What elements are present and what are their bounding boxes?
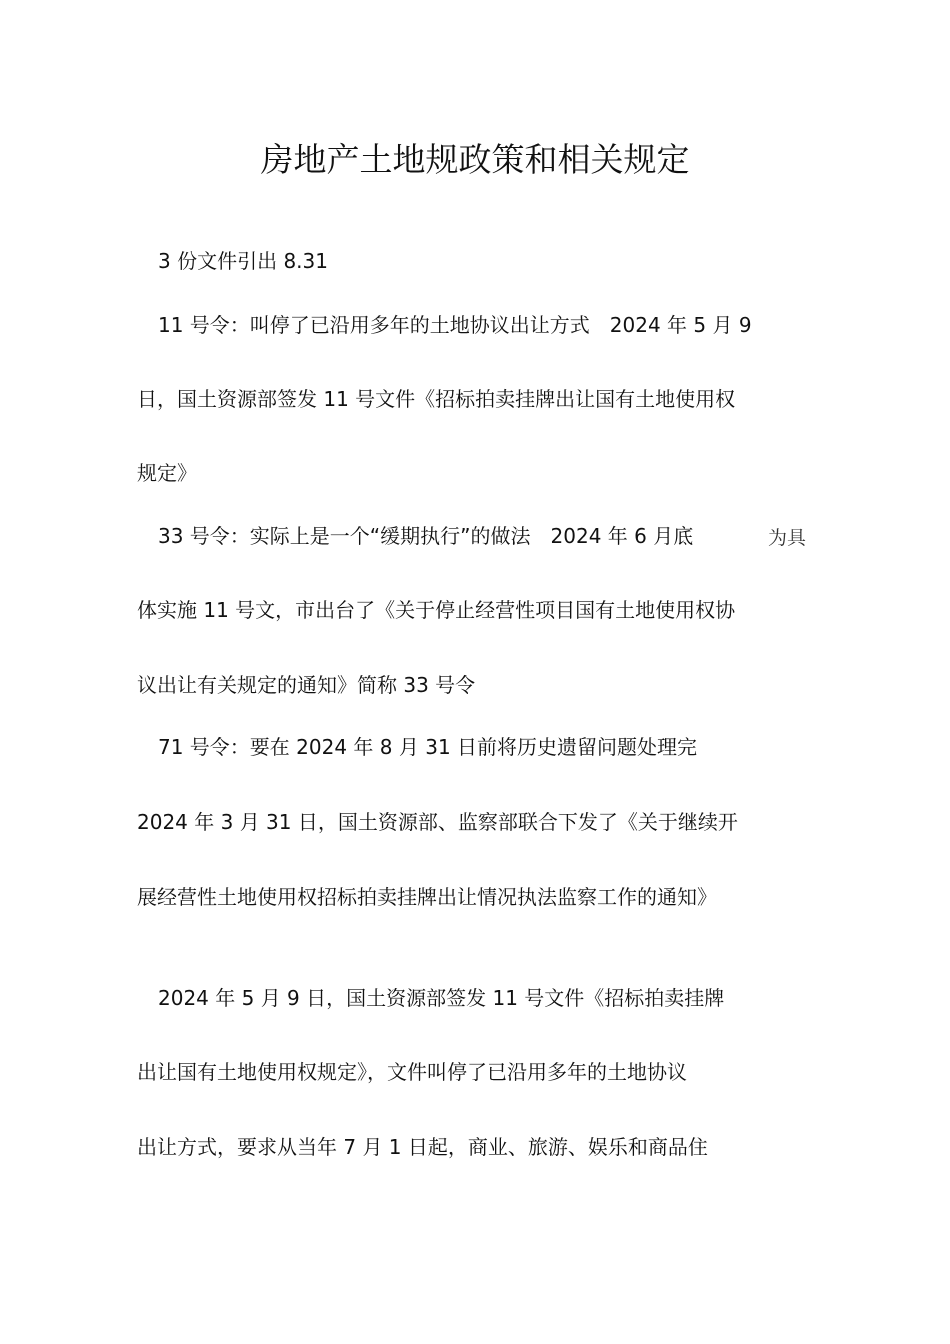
text-line-3: 日，国土资源部签发 11 号文件《招标拍卖挂牌出让国有土地使用权: [137, 387, 736, 411]
text-line-7: 议出让有关规定的通知》简称 33 号令: [137, 673, 476, 697]
text-line-4: 规定》: [137, 461, 197, 485]
text-line-9: 2024 年 3 月 31 日，国土资源部、监察部联合下发了《关于继续开: [137, 810, 738, 834]
text-line-11: 2024 年 5 月 9 日，国土资源部签发 11 号文件《招标拍卖挂牌: [158, 986, 725, 1010]
text-line-10: 展经营性土地使用权招标拍卖挂牌出让情况执法监察工作的通知》: [137, 885, 717, 909]
text-line-5: 33 号令：实际上是一个“缓期执行”的做法 2024 年 6 月底: [158, 524, 694, 548]
text-line-2: 11 号令：叫停了已沿用多年的土地协议出让方式 2024 年 5 月 9: [158, 313, 752, 337]
text-line-12: 出让国有土地使用权规定》，文件叫停了已沿用多年的土地协议: [137, 1060, 687, 1084]
text-line-5-tail: 为具: [768, 527, 807, 549]
document-title: 房地产土地规政策和相关规定: [260, 140, 690, 179]
text-line-1: 3 份文件引出 8.31: [158, 249, 328, 273]
text-line-8: 71 号令：要在 2024 年 8 月 31 日前将历史遗留问题处理完: [158, 735, 698, 759]
text-line-6: 体实施 11 号文，市出台了《关于停止经营性项目国有土地使用权协: [137, 598, 736, 622]
text-line-13: 出让方式，要求从当年 7 月 1 日起，商业、旅游、娱乐和商品住: [137, 1135, 708, 1159]
